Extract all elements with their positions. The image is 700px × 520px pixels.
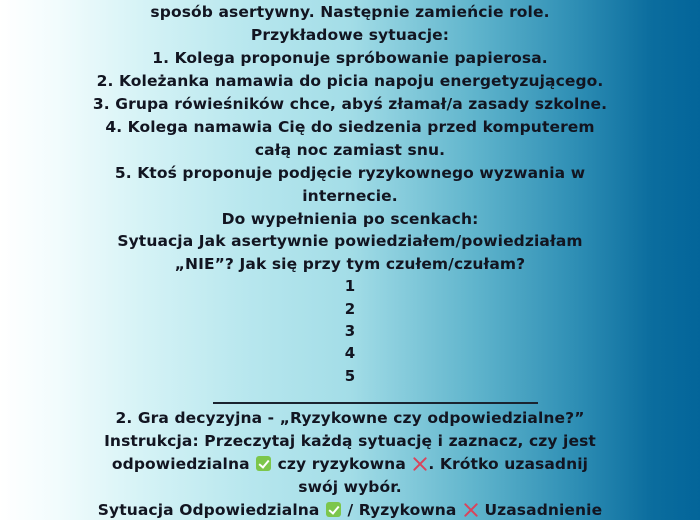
table-row-number: 2 (344, 300, 356, 318)
table-row-number: 4 (344, 344, 356, 362)
header-justification: Uzasadnienie (484, 501, 603, 519)
section-title: 2. Gra decyzyjna - „Ryzykowne czy odpowiedzialne?” (115, 409, 585, 427)
header-risky: / Ryzykowna (347, 501, 457, 519)
instruction-tail: . Krótko uzasadnij (428, 455, 589, 473)
intro-text: sposób asertywny. Następnie zamieńcie role. (150, 3, 550, 21)
examples-heading: Przykładowe sytuacje: (250, 26, 450, 44)
instruction-responsible-label: odpowiedzialna (111, 455, 250, 473)
instruction-risky-label: czy ryzykowna (277, 455, 406, 473)
check-mark-button-icon (326, 502, 341, 517)
table-row-number: 3 (344, 322, 356, 340)
instruction-text (0, 454, 700, 474)
situation-item: 4. Kolega namawia Cię do siedzenia przed komputerem (105, 118, 595, 136)
instruction-text: Instrukcja: Przeczytaj każdą sytuację i zaznacz, czy jest (104, 432, 596, 450)
situation-item: całą noc zamiast snu. (254, 141, 446, 159)
cross-mark-icon (412, 456, 427, 471)
situation-item: 5. Ktoś proponuje podjęcie ryzykownego wyzwania w (114, 164, 586, 182)
header-situation-responsible: Sytuacja Odpowiedzialna (97, 501, 320, 519)
table-header: „NIE”? Jak się przy tym czułem/czułam? (174, 255, 526, 273)
instruction-text: swój wybór. (298, 478, 402, 496)
check-mark-button-icon (256, 456, 271, 471)
section-divider (213, 402, 538, 404)
situation-item: 3. Grupa rówieśników chce, abyś złamał/a zasady szkolne. (92, 95, 608, 113)
fill-heading: Do wypełnienia po scenkach: (221, 210, 479, 228)
situation-item: 1. Kolega proponuje spróbowanie papierosa. (152, 49, 548, 67)
situation-item: 2. Koleżanka namawia do picia napoju energetyzującego. (96, 72, 604, 90)
table-row-number: 1 (344, 277, 356, 295)
cross-mark-icon (463, 502, 478, 517)
situation-item: internecie. (302, 187, 398, 205)
table-header: Sytuacja Jak asertywnie powiedziałem/powiedziałam (117, 232, 583, 250)
table-row-number: 5 (344, 367, 356, 385)
table-header (0, 500, 700, 520)
